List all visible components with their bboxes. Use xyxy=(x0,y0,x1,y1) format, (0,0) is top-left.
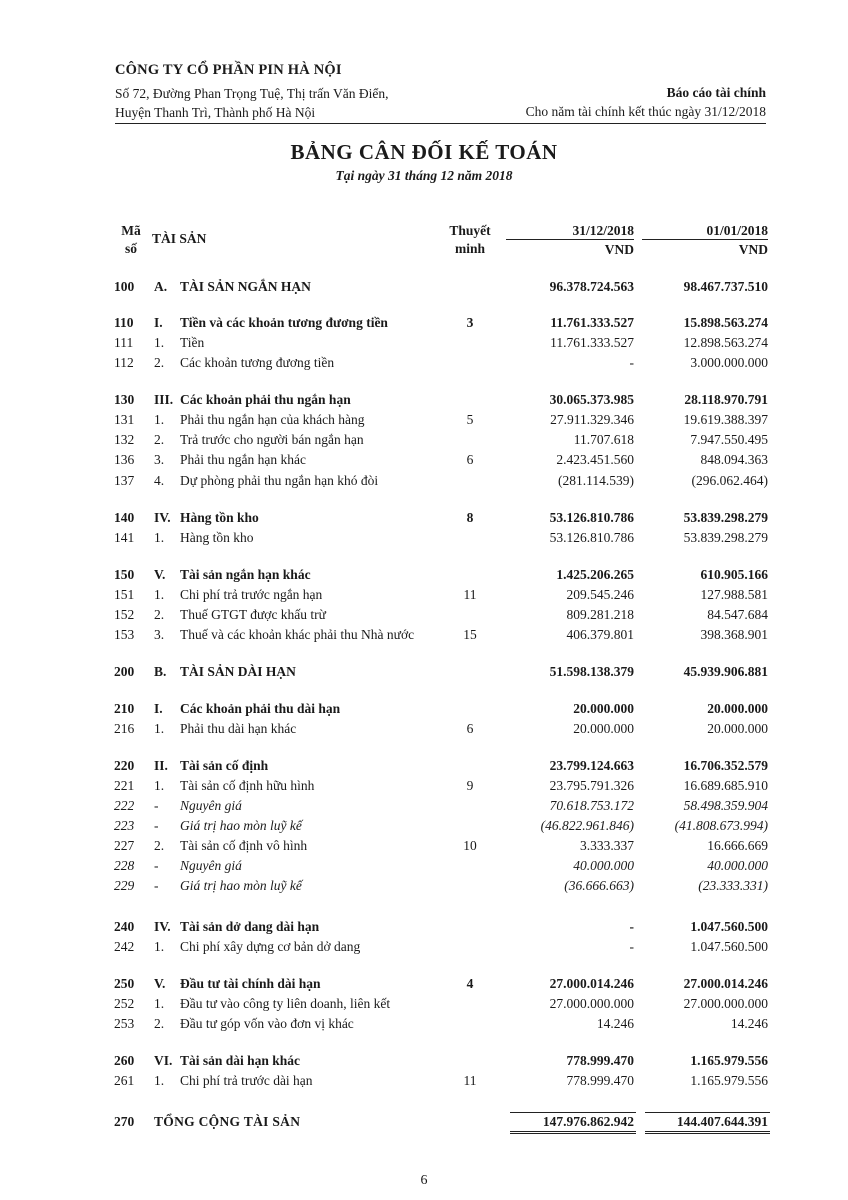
row-prefix: B. xyxy=(154,664,167,679)
row-label: Tài sản cố định vô hình xyxy=(180,838,308,853)
row-value-date2: 27.000.000.000 xyxy=(683,996,768,1011)
row-value-date1: 2.423.451.560 xyxy=(556,452,634,467)
row-value-date2: 40.000.000 xyxy=(707,858,768,873)
row-prefix: 3. xyxy=(154,627,165,642)
table-row xyxy=(0,937,848,957)
row-code: 111 xyxy=(114,335,134,350)
row-label: Thuế và các khoản khác phải thu Nhà nước xyxy=(180,627,415,642)
row-value-date1: 209.545.246 xyxy=(566,587,634,602)
row-code: 150 xyxy=(114,567,135,582)
row-value-date1: 53.126.810.786 xyxy=(549,510,634,525)
row-prefix: 1. xyxy=(154,721,165,736)
row-label: Tài sản cố định hữu hình xyxy=(180,778,315,793)
row-value-date2: 144.407.644.391 xyxy=(676,1114,768,1129)
company-name: CÔNG TY CỔ PHẦN PIN HÀ NỘI xyxy=(115,62,342,78)
row-code: 223 xyxy=(114,818,135,833)
table-row xyxy=(0,625,848,645)
row-label: TÀI SẢN DÀI HẠN xyxy=(180,664,296,679)
row-value-date2: 1.165.979.556 xyxy=(690,1053,768,1068)
row-code: 131 xyxy=(114,412,135,427)
table-row xyxy=(0,917,848,937)
row-prefix: - xyxy=(154,878,159,893)
table-row xyxy=(0,836,848,856)
row-code: 141 xyxy=(114,530,135,545)
report-title: Báo cáo tài chính xyxy=(666,85,766,100)
row-code: 242 xyxy=(114,939,135,954)
col-header-date1 xyxy=(506,221,634,259)
report-period: Cho năm tài chính kết thúc ngày 31/12/2018 xyxy=(525,104,766,119)
table-row xyxy=(0,856,848,876)
table-row xyxy=(0,450,848,470)
row-code: 200 xyxy=(114,664,135,679)
table-row xyxy=(0,390,848,410)
row-value-date1: 809.281.218 xyxy=(566,607,634,622)
row-value-date2: 20.000.000 xyxy=(707,721,768,736)
table-row xyxy=(0,508,848,528)
row-label: Tài sản dài hạn khác xyxy=(180,1053,301,1068)
table-row xyxy=(0,1014,848,1034)
row-label: Phải thu ngắn hạn khác xyxy=(180,452,306,467)
row-label: TỔNG CỘNG TÀI SẢN xyxy=(154,1114,301,1129)
row-value-date1: 14.246 xyxy=(596,1016,634,1031)
table-row xyxy=(0,565,848,585)
row-label: Giá trị hao mòn luỹ kế xyxy=(180,818,302,833)
row-code: 151 xyxy=(114,587,135,602)
row-value-date1: 147.976.862.942 xyxy=(542,1114,634,1129)
row-value-date2: 98.467.737.510 xyxy=(683,279,768,294)
table-row xyxy=(0,974,848,994)
row-value-date1: 1.425.206.265 xyxy=(556,567,634,582)
table-row xyxy=(0,277,848,297)
row-prefix: 1. xyxy=(154,996,165,1011)
row-value-date2: 3.000.000.000 xyxy=(690,355,768,370)
row-value-date2: 58.498.359.904 xyxy=(683,798,768,813)
row-label: Các khoản tương đương tiền xyxy=(180,355,335,370)
table-row xyxy=(0,353,848,373)
row-label: Phải thu dài hạn khác xyxy=(180,721,297,736)
row-prefix: VI. xyxy=(154,1053,173,1068)
row-value-date2: 28.118.970.791 xyxy=(684,392,768,407)
row-note: 11 xyxy=(463,587,477,602)
col-header-code xyxy=(118,222,144,258)
row-label: TÀI SẢN NGẮN HẠN xyxy=(180,279,311,294)
col-header-code-line2: số xyxy=(124,241,137,256)
row-note: 6 xyxy=(466,721,474,736)
row-prefix: 2. xyxy=(154,355,165,370)
row-prefix: 2. xyxy=(154,838,165,853)
page-number: 6 xyxy=(420,1173,428,1188)
row-prefix: IV. xyxy=(154,919,171,934)
row-value-date1: (36.666.663) xyxy=(564,878,634,893)
row-prefix: A. xyxy=(154,279,168,294)
row-value-date1: 96.378.724.563 xyxy=(549,279,634,294)
row-value-date2: 16.689.685.910 xyxy=(683,778,768,793)
row-code: 132 xyxy=(114,432,135,447)
table-row xyxy=(0,1071,848,1091)
company-address-line1: Số 72, Đường Phan Trọng Tuệ, Thị trấn Văn Điển, xyxy=(115,86,389,101)
row-prefix: - xyxy=(154,858,159,873)
col-header-date1-rule xyxy=(506,239,634,240)
row-value-date1: 27.000.000.000 xyxy=(549,996,634,1011)
row-value-date1: 30.065.373.985 xyxy=(549,392,634,407)
row-value-date2: 15.898.563.274 xyxy=(683,315,768,330)
row-prefix: I. xyxy=(154,701,163,716)
row-value-date2: 1.047.560.500 xyxy=(690,939,768,954)
total-box-date2 xyxy=(645,1112,770,1134)
row-code: 228 xyxy=(114,858,135,873)
header-divider xyxy=(115,123,766,124)
row-value-date1: 20.000.000 xyxy=(573,701,634,716)
table-row xyxy=(0,816,848,836)
row-value-date1: 778.999.470 xyxy=(566,1073,634,1088)
row-value-date2: 848.094.363 xyxy=(700,452,768,467)
row-value-date2: 1.165.979.556 xyxy=(690,1073,768,1088)
row-note: 11 xyxy=(463,1073,477,1088)
row-code: 153 xyxy=(114,627,135,642)
row-prefix: IV. xyxy=(154,510,171,525)
row-code: 112 xyxy=(114,355,134,370)
page-subtitle: Tại ngày 31 tháng 12 năm 2018 xyxy=(335,168,513,183)
col-header-date2-rule xyxy=(642,239,768,240)
row-value-date1: 70.618.753.172 xyxy=(549,798,634,813)
row-value-date2: 610.905.166 xyxy=(700,567,768,582)
table-row xyxy=(0,796,848,816)
row-value-date1: 406.379.801 xyxy=(566,627,634,642)
row-value-date2: 12.898.563.274 xyxy=(683,335,768,350)
row-prefix: - xyxy=(154,818,159,833)
row-value-date2: 398.368.901 xyxy=(700,627,768,642)
row-label: Tiền và các khoản tương đương tiền xyxy=(180,315,388,330)
row-label: Các khoản phải thu dài hạn xyxy=(180,701,341,716)
row-label: Chi phí xây dựng cơ bản dở dang xyxy=(180,939,361,954)
row-value-date2: 127.988.581 xyxy=(700,587,768,602)
row-code: 210 xyxy=(114,701,135,716)
row-prefix: 1. xyxy=(154,587,165,602)
row-label: Trả trước cho người bán ngắn hạn xyxy=(180,432,364,447)
row-value-date2: 53.839.298.279 xyxy=(683,510,768,525)
row-code: 221 xyxy=(114,778,135,793)
table-row xyxy=(0,430,848,450)
row-label: Phải thu ngắn hạn của khách hàng xyxy=(180,412,365,427)
row-code: 137 xyxy=(114,473,135,488)
row-prefix: 4. xyxy=(154,473,165,488)
row-label: Nguyên giá xyxy=(180,858,242,873)
row-value-date1: (281.114.539) xyxy=(558,473,634,488)
row-value-date1: 53.126.810.786 xyxy=(549,530,634,545)
table-row xyxy=(0,528,848,548)
row-value-date1: 51.598.138.379 xyxy=(549,664,634,679)
table-row xyxy=(0,605,848,625)
row-prefix: V. xyxy=(154,567,166,582)
row-note: 15 xyxy=(463,627,477,642)
row-value-date2: 19.619.388.397 xyxy=(683,412,768,427)
row-code: 252 xyxy=(114,996,135,1011)
row-value-date1: 40.000.000 xyxy=(573,858,634,873)
row-value-date2: (41.808.673.994) xyxy=(674,818,768,833)
row-value-date1: 27.911.329.346 xyxy=(550,412,634,427)
row-value-date2: 16.706.352.579 xyxy=(683,758,768,773)
row-label: Các khoản phải thu ngắn hạn xyxy=(180,392,351,407)
row-code: 253 xyxy=(114,1016,135,1031)
row-code: 152 xyxy=(114,607,135,622)
row-code: 270 xyxy=(114,1114,135,1129)
row-label: Tài sản ngắn hạn khác xyxy=(180,567,311,582)
table-row xyxy=(0,1051,848,1071)
table-row xyxy=(0,410,848,430)
table-row xyxy=(0,876,848,896)
col-header-code-line1: Mã xyxy=(121,223,141,238)
row-label: Tài sản dở dang dài hạn xyxy=(180,919,320,934)
row-value-date2: 45.939.906.881 xyxy=(683,664,768,679)
row-prefix: 1. xyxy=(154,412,165,427)
row-value-date1: - xyxy=(629,939,634,954)
row-code: 227 xyxy=(114,838,135,853)
row-value-date1: 20.000.000 xyxy=(573,721,634,736)
row-value-date1: - xyxy=(629,919,634,934)
row-prefix: 1. xyxy=(154,335,165,350)
col-header-note xyxy=(438,222,502,258)
row-label: Chi phí trả trước dài hạn xyxy=(180,1073,313,1088)
row-code: 260 xyxy=(114,1053,135,1068)
row-code: 130 xyxy=(114,392,135,407)
row-label: Dự phòng phải thu ngắn hạn khó đòi xyxy=(180,473,379,488)
row-code: 216 xyxy=(114,721,135,736)
col-header-asset: TÀI SẢN xyxy=(152,231,207,246)
row-value-date2: 16.666.669 xyxy=(707,838,768,853)
table-row xyxy=(0,585,848,605)
row-value-date1: 778.999.470 xyxy=(566,1053,634,1068)
row-value-date1: 11.761.333.527 xyxy=(550,335,634,350)
row-label: Tài sản cố định xyxy=(180,758,269,773)
table-row xyxy=(0,756,848,776)
row-prefix: 1. xyxy=(154,939,165,954)
row-label: Đầu tư tài chính dài hạn xyxy=(180,976,321,991)
row-label: Hàng tồn kho xyxy=(180,510,259,525)
row-value-date1: 3.333.337 xyxy=(580,838,634,853)
row-code: 240 xyxy=(114,919,135,934)
row-prefix: 2. xyxy=(154,607,165,622)
col-header-note-line2: minh xyxy=(454,241,485,256)
row-code: 110 xyxy=(114,315,134,330)
row-value-date1: 23.799.124.663 xyxy=(549,758,634,773)
row-code: 136 xyxy=(114,452,135,467)
row-prefix: 1. xyxy=(154,530,165,545)
row-value-date2: 7.947.550.495 xyxy=(690,432,768,447)
row-prefix: 3. xyxy=(154,452,165,467)
row-code: 140 xyxy=(114,510,135,525)
row-label: Giá trị hao mòn luỹ kế xyxy=(180,878,302,893)
row-label: Tiền xyxy=(180,335,205,350)
row-value-date1: (46.822.961.846) xyxy=(540,818,634,833)
table-row xyxy=(0,313,848,333)
row-prefix: I. xyxy=(154,315,163,330)
row-value-date2: (23.333.331) xyxy=(698,878,768,893)
row-value-date2: 27.000.014.246 xyxy=(683,976,768,991)
row-code: 220 xyxy=(114,758,135,773)
row-prefix: 2. xyxy=(154,432,165,447)
row-label: Nguyên giá xyxy=(180,798,242,813)
col-header-note-line1: Thuyết xyxy=(449,223,491,238)
col-header-date2 xyxy=(642,221,768,259)
col-header-date1-label: 31/12/2018 xyxy=(572,223,634,238)
company-address-line2: Huyện Thanh Trì, Thành phố Hà Nội xyxy=(115,105,316,120)
row-prefix: 1. xyxy=(154,778,165,793)
row-value-date1: 11.761.333.527 xyxy=(550,315,634,330)
row-value-date2: 84.547.684 xyxy=(707,607,768,622)
row-prefix: 2. xyxy=(154,1016,165,1031)
row-label: Chi phí trả trước ngắn hạn xyxy=(180,587,323,602)
row-code: 250 xyxy=(114,976,135,991)
row-code: 100 xyxy=(114,279,135,294)
row-prefix: III. xyxy=(154,392,174,407)
row-prefix: 1. xyxy=(154,1073,165,1088)
row-label: Đầu tư góp vốn vào đơn vị khác xyxy=(180,1016,354,1031)
col-header-date1-unit: VND xyxy=(604,242,634,257)
table-row xyxy=(0,333,848,353)
row-label: Đầu tư vào công ty liên doanh, liên kết xyxy=(180,996,391,1011)
table-row xyxy=(0,994,848,1014)
row-note: 9 xyxy=(466,778,474,793)
row-value-date2: 53.839.298.279 xyxy=(683,530,768,545)
col-header-date2-unit: VND xyxy=(738,242,768,257)
row-value-date2: (296.062.464) xyxy=(691,473,768,488)
row-value-date2: 1.047.560.500 xyxy=(690,919,768,934)
table-row xyxy=(0,662,848,682)
row-note: 5 xyxy=(466,412,474,427)
row-code: 222 xyxy=(114,798,135,813)
row-prefix: II. xyxy=(154,758,168,773)
row-label: Hàng tồn kho xyxy=(180,530,254,545)
table-row xyxy=(0,719,848,739)
row-note: 3 xyxy=(466,315,474,330)
row-label: Thuế GTGT được khấu trừ xyxy=(180,607,326,622)
row-note: 6 xyxy=(466,452,474,467)
row-note: 8 xyxy=(466,510,474,525)
table-row xyxy=(0,471,848,491)
row-code: 229 xyxy=(114,878,135,893)
total-box-date1 xyxy=(510,1112,636,1134)
row-value-date2: 14.246 xyxy=(730,1016,768,1031)
table-row xyxy=(0,776,848,796)
page-title: BẢNG CÂN ĐỐI KẾ TOÁN xyxy=(290,140,558,164)
col-header-date2-label: 01/01/2018 xyxy=(706,223,768,238)
row-value-date1: 27.000.014.246 xyxy=(549,976,634,991)
row-note: 4 xyxy=(466,976,474,991)
row-value-date1: 23.795.791.326 xyxy=(549,778,634,793)
row-value-date1: - xyxy=(629,355,634,370)
row-code: 261 xyxy=(114,1073,135,1088)
row-value-date2: 20.000.000 xyxy=(707,701,768,716)
row-prefix: - xyxy=(154,798,159,813)
row-note: 10 xyxy=(463,838,477,853)
row-prefix: V. xyxy=(154,976,166,991)
table-row xyxy=(0,699,848,719)
row-value-date1: 11.707.618 xyxy=(573,432,634,447)
